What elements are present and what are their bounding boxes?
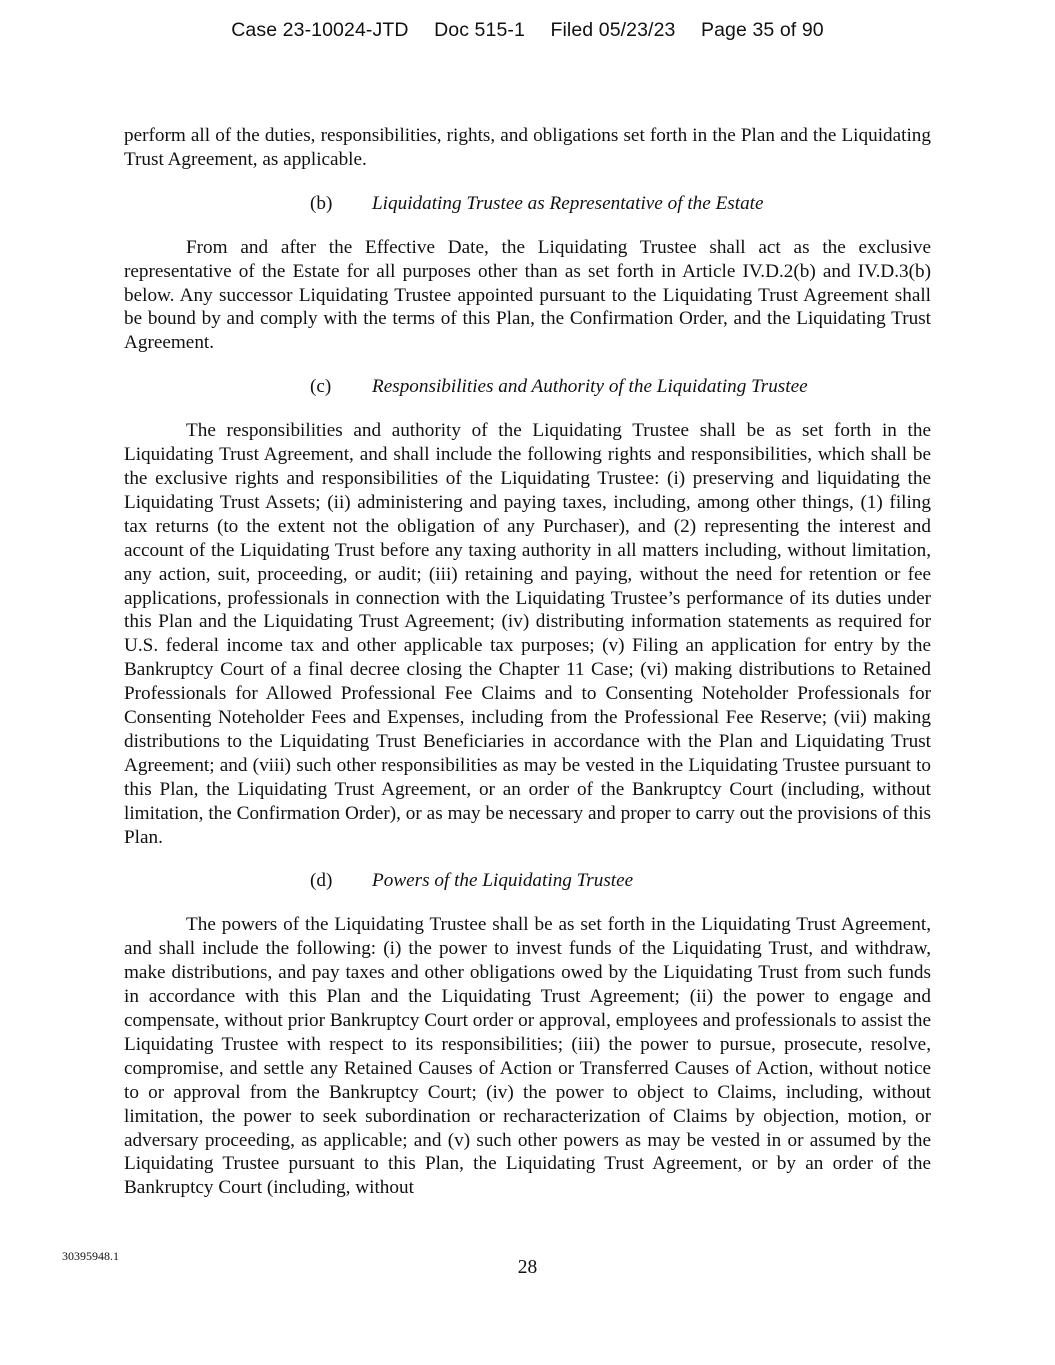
section-c-paragraph: The responsibilities and authority of the Liquidating Trustee shall be as set forth in the Liquidating Trust Agreement, and shall include the following rights and responsibilities, which shall be the exclusive rights and responsibilities of the Liquidating Trustee: (i) preserving and liquidating the Liquidating Trust Assets; (ii) administering and paying taxes, including, among other things, (1) filing tax returns (to the extent not the obligation of any Purchaser), and (2) representing the interest and account of the Liquidating Trust before any taxing authority in all matters including, without limitation, any action, suit, proceeding, or audit; (iii) retaining and paying, without the need for retention or fee applications, professionals in connection with the Liquidating Trustee’s performance of its duties under this Plan and the Liquidating Trust Agreement; (iv) distributing information statements as required for U.S. federal income tax and other applicable tax purposes; (v) Filing an application for entry by the Bankruptcy Court of a final decree closing the Chapter 11 Case; (vi) making distributions to Retained Professionals for Allowed Professional Fee Claims and to Consenting Noteholder Professionals for Consenting Noteholder Fees and Expenses, including from the Professional Fee Reserve; (vii) making distributions to the Liquidating Trust Beneficiaries in accordance with the Plan and Liquidating Trust Agreement; and (viii) such other responsibilities as may be vested in the Liquidating Trustee pursuant to this Plan, the Liquidating Trust Agreement, or an order of the Bankruptcy Court (including, without limitation, the Confirmation Order), or as may be necessary and proper to carry out the provisions of this Plan. [124,420,931,848]
section-b-title: Liquidating Trustee as Representative of the Estate [372,192,764,214]
section-c-heading [124,375,931,399]
intro-paragraph: perform all of the duties, responsibilities, rights, and obligations set forth in the Plan and the Liquidating Trust Agreement, as applicable. [124,125,931,170]
court-filing-header [0,19,1055,42]
page-number: 28 [517,1257,538,1278]
document-body [124,124,931,1200]
section-b-heading [124,192,931,216]
case-number: Case 23-10024-JTD [231,19,409,41]
section-c-number: (c) [310,376,332,398]
section-c-title: Responsibilities and Authority of the Liquidating Trustee [372,376,808,398]
document-id: 30395948.1 [62,1249,119,1263]
filed-date: Filed 05/23/23 [550,19,676,41]
section-d-number: (d) [310,870,333,892]
section-d-heading [124,869,931,893]
page-of-total: Page 35 of 90 [701,19,824,41]
section-b-number: (b) [310,192,333,214]
section-b-paragraph: From and after the Effective Date, the Liquidating Trustee shall act as the exclusive representative of the Estate for all purposes other than as set forth in Article IV.D.2(b) and IV.D.3(b) below. Any successor Liquidating Trustee appointed pursuant to the Liquidating Trust Agreement shall be bound by and comply with the terms of this Plan, the Confirmation Order, and the Liquidating Trust Agreement. [124,236,931,354]
doc-number: Doc 515-1 [434,19,525,41]
section-d-title: Powers of the Liquidating Trustee [372,870,634,892]
section-d-paragraph: The powers of the Liquidating Trustee shall be as set forth in the Liquidating Trust Agreement, and shall include the following: (i) the power to invest funds of the Liquidating Trust, and withdraw, make distributions, and pay taxes and other obligations owed by the Liquidating Trust from such funds in accordance with this Plan and the Liquidating Trust Agreement; (ii) the power to engage and compensate, without prior Bankruptcy Court order or approval, employees and professionals to assist the Liquidating Trustee with respect to its responsibilities; (iii) the power to pursue, prosecute, resolve, compromise, and settle any Retained Causes of Action or Transferred Causes of Action, without notice to or approval from the Bankruptcy Court; (iv) the power to object to Claims, including, without limitation, the power to seek subordination or recharacterization of Claims by objection, motion, or adversary proceeding, as applicable; and (v) such other powers as may be vested in or assumed by the Liquidating Trustee pursuant to this Plan, the Liquidating Trust Agreement, or by an order of the Bankruptcy Court (including, without [124,914,931,1199]
